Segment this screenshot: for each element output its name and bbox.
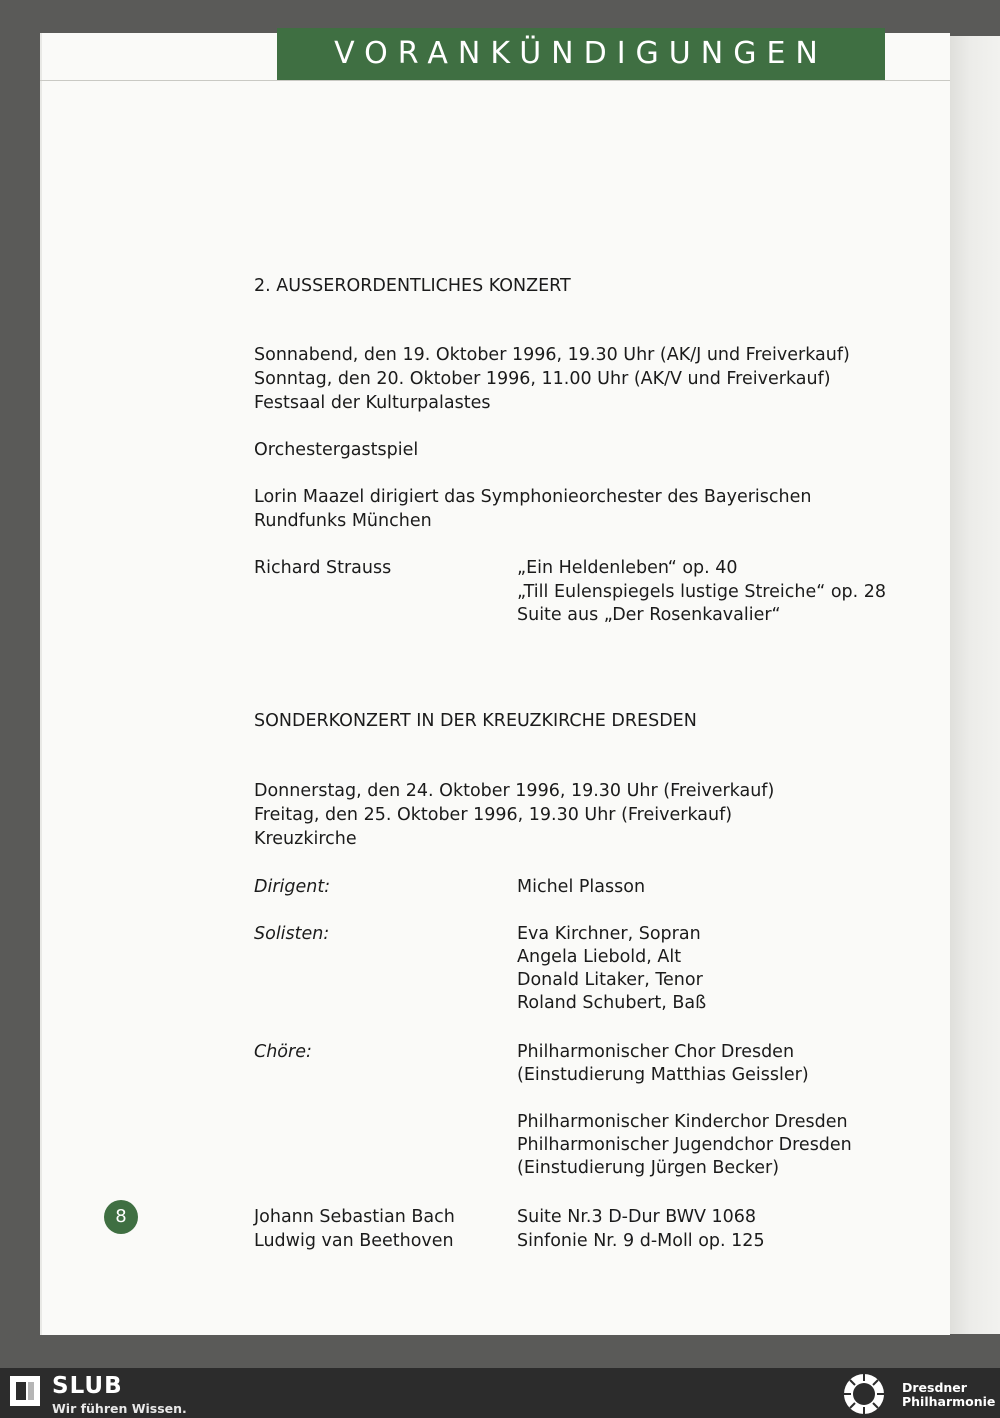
concert2-date-2: Freitag, den 25. Oktober 1996, 19.30 Uhr (Freiverkauf) (254, 805, 733, 825)
philharmonie-name-line2: Philharmonie (902, 1394, 996, 1409)
slub-name[interactable]: SLUB (52, 1373, 123, 1399)
conductor-name: Michel Plasson (517, 877, 646, 897)
philharmonie-name-line1: Dresdner (902, 1380, 967, 1395)
concert1-venue: Festsaal der Kulturpalastes (254, 393, 491, 413)
choir-note: (Einstudierung Matthias Geissler) (517, 1065, 809, 1085)
soloist: Eva Kirchner, Sopran (517, 924, 701, 944)
philharmonie-name[interactable] (902, 1381, 995, 1409)
soloist: Roland Schubert, Baß (517, 993, 707, 1013)
concert1-work: Suite aus „Der Rosenkavalier“ (517, 605, 781, 625)
section-header-title: VORANKÜNDIGUNGEN (334, 36, 828, 71)
concert2-date-1: Donnerstag, den 24. Oktober 1996, 19.30 Uhr (Freiverkauf) (254, 781, 775, 801)
concert1-title: 2. AUSSERORDENTLICHES KONZERT (254, 276, 571, 296)
concert1-type: Orchestergastspiel (254, 440, 419, 460)
section-header (277, 28, 885, 80)
choir-note: (Einstudierung Jürgen Becker) (517, 1158, 780, 1178)
concert1-composer: Richard Strauss (254, 558, 392, 578)
concert2-venue: Kreuzkirche (254, 829, 357, 849)
soloists-label: Solisten: (254, 924, 330, 944)
concert1-date-2: Sonntag, den 20. Oktober 1996, 11.00 Uhr (AK/V und Freiverkauf) (254, 369, 831, 389)
program-composer: Johann Sebastian Bach (254, 1207, 455, 1227)
concert2-title: SONDERKONZERT IN DER KREUZKIRCHE DRESDEN (254, 711, 697, 731)
soloist: Angela Liebold, Alt (517, 947, 682, 967)
choir: Philharmonischer Jugendchor Dresden (517, 1135, 852, 1155)
conductor-label: Dirigent: (254, 877, 331, 897)
concert1-date-1: Sonnabend, den 19. Oktober 1996, 19.30 Uhr (AK/J und Freiverkauf) (254, 345, 850, 365)
choirs-label: Chöre: (254, 1042, 312, 1062)
philharmonie-logo-icon (842, 1372, 886, 1416)
concert1-work: „Till Eulenspiegels lustige Streiche“ op. 28 (517, 582, 887, 602)
soloist: Donald Litaker, Tenor (517, 970, 703, 990)
program-work: Sinfonie Nr. 9 d-Moll op. 125 (517, 1231, 765, 1251)
header-rule (40, 80, 950, 81)
slub-slogan: Wir führen Wissen. (52, 1401, 187, 1416)
concert1-work: „Ein Heldenleben“ op. 40 (517, 558, 738, 578)
program-work: Suite Nr.3 D-Dur BWV 1068 (517, 1207, 757, 1227)
next-page-edge (950, 36, 1000, 1334)
choir: Philharmonischer Kinderchor Dresden (517, 1112, 848, 1132)
choir: Philharmonischer Chor Dresden (517, 1042, 795, 1062)
concert1-desc-2: Rundfunks München (254, 511, 432, 531)
slub-logo-icon (10, 1376, 40, 1406)
page-number: 8 (104, 1200, 138, 1234)
program-composer: Ludwig van Beethoven (254, 1231, 454, 1251)
concert1-desc-1: Lorin Maazel dirigiert das Symphonieorchester des Bayerischen (254, 487, 812, 507)
